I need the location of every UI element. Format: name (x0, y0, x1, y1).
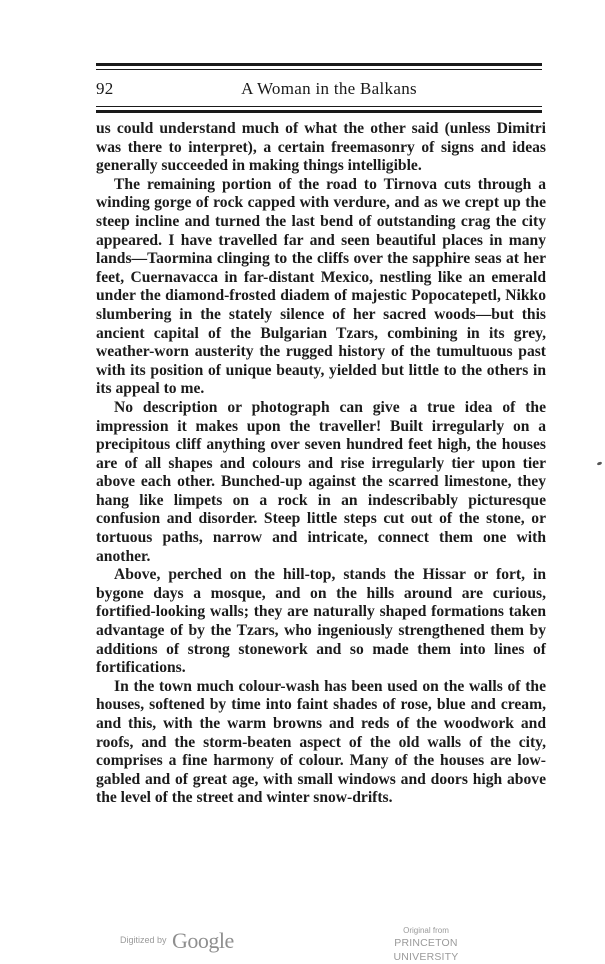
paragraph-5: In the town much colour-wash has been used on the walls of the houses, softened by time into faint shades of rose, blue and cream, and this, with the warm browns and reds of the woodwork and roofs, and the storm-beaten aspect of the old walls of the city, comprises a fine harmony of colour. Many of the houses are low-gabled and of great age, with small windows and doors high above the level of the street and winter snow-drifts. (96, 677, 546, 807)
running-head (96, 76, 542, 102)
digitized-by-label: Digitized by (120, 935, 167, 945)
footer (0, 920, 605, 963)
header-bottom-thin-rule (96, 106, 542, 107)
paragraph-2: The remaining portion of the road to Tirnova cuts through a winding gorge of rock capped with verdure, and as we crept up the steep incline and turned the last bend of outstanding crag the city appeared. I have travelled far and seen beautiful places in many lands—Taormina clinging to the cliffs over the sapphire seas at her feet, Cuernavacca in far-distant Mexico, nestling like an emerald under the diamond-frosted diadem of majestic Popocatepetl, Nikko slumbering in the stately silence of her sacred woods—but this ancient capital of the Bulgarian Tzars, combining in its grey, weather-worn austerity the rugged history of the tumultuous past with its position of unique beauty, yielded but little to the others in its appeal to me. (96, 175, 546, 398)
body-text (96, 120, 546, 808)
running-title: A Woman in the Balkans (241, 79, 417, 98)
google-logo: Google (172, 927, 234, 953)
original-from-label: Original from (403, 926, 449, 935)
header-top-thin-rule (96, 69, 542, 70)
paragraph-3: No description or photograph can give a true idea of the impression it makes upon the traveller! Built irregularly on a precipitous cliff anything over seven hundred feet high, the houses are of all shapes and colours and rise irregularly tier upon tier above each other. Bunched-up against the scarred limestone, they hang like limpets on a rock in an indescribably picturesque confusion and disorder. Steep little steps cut out of the stone, or tortuous paths, narrow and intricate, connect them one with another. (96, 398, 546, 565)
header-top-rule (96, 63, 542, 66)
header-bottom-rule (96, 110, 542, 113)
paragraph-4: Above, perched on the hill-top, stands the Hissar or fort, in bygone days a mosque, and on the hills around are curious, fortified-looking walls; they are naturally shaped formations taken advantage of by the Tzars, who ingeniously strengthened them by additions of strong stonework and so made them into lines of fortifications. (96, 566, 546, 677)
institution-name: PRINCETON UNIVERSITY (393, 937, 459, 963)
paragraph-1: us could understand much of what the other said (unless Dimitri was there to interpret), a certain freemasonry of signs and ideas generally succeeded in making things intelligible. (96, 120, 546, 175)
page-number: 92 (96, 79, 114, 98)
original-from-watermark (366, 926, 486, 964)
margin-speck (597, 461, 603, 466)
digitized-by-watermark (120, 928, 234, 953)
